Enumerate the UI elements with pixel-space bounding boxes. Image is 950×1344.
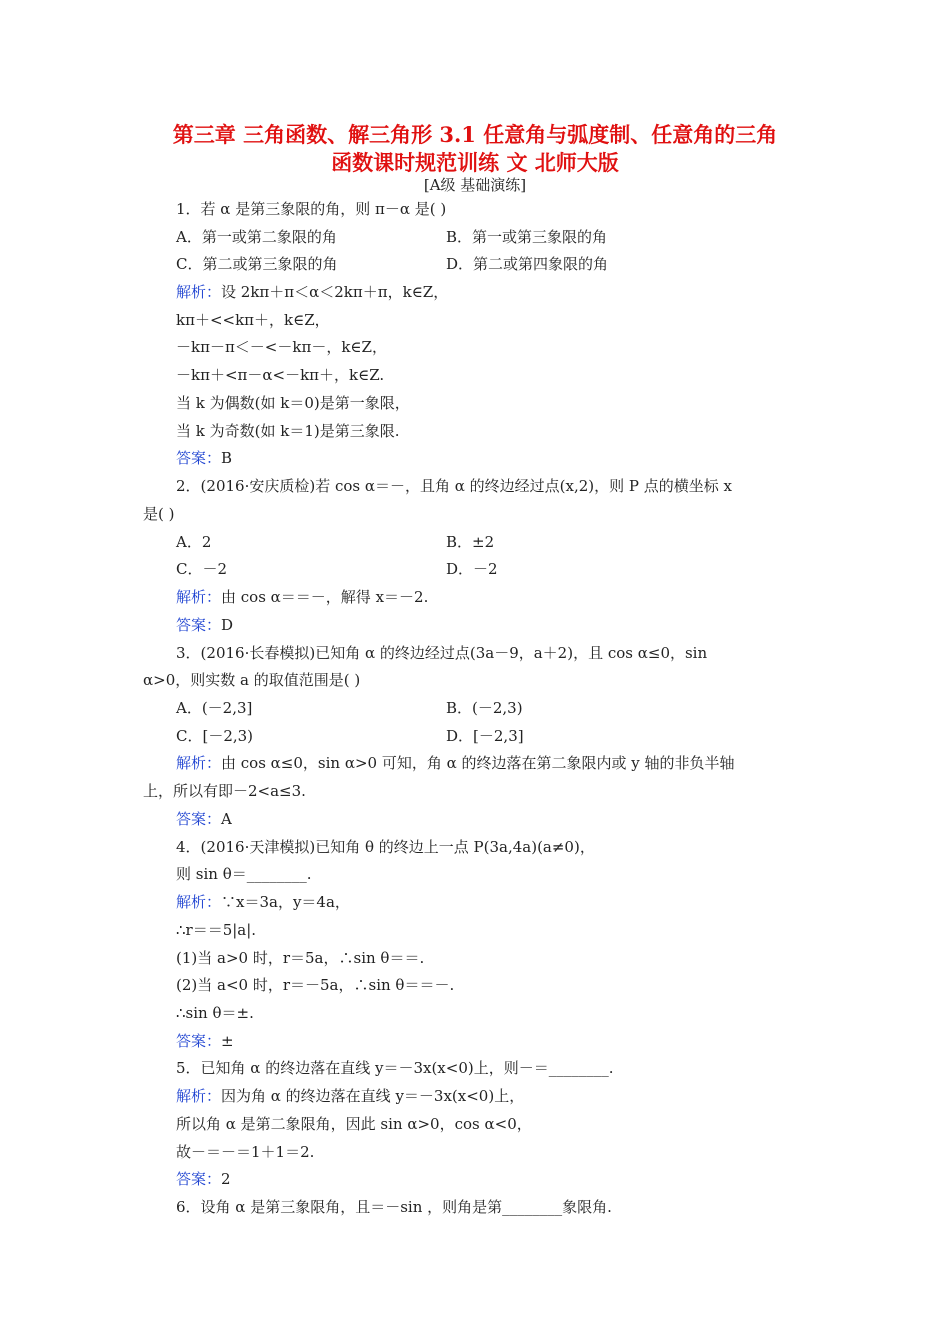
document-title-line2: 函数课时规范训练 文 北师大版 xyxy=(331,150,619,175)
q4-solution-text1: ∵x＝3a，y＝4a， xyxy=(221,893,350,911)
q2-answer-value: D xyxy=(221,616,234,634)
q3-option-a: A．(－2,3] xyxy=(176,699,253,717)
document-title-line1: 第三章 三角函数、解三角形 3.1 任意角与弧度制、任意角的三角 xyxy=(172,122,778,147)
q2-stem-line2: 是( ) xyxy=(143,505,175,523)
q3-stem-line1: 3．(2016·长春模拟)已知角 α 的终边经过点(3a－9，a＋2)，且 cos α≤0，sin xyxy=(176,644,708,662)
q4-stem-line2: 则 sin θ＝________. xyxy=(176,865,312,883)
q1-option-a: A．第一或第二象限的角 xyxy=(176,228,337,246)
q2-stem-line1: 2．(2016·安庆质检)若 cos α＝－，且角 α 的终边经过点(x,2)，则 P 点的横坐标 x xyxy=(176,477,732,495)
q5-solution-line3: 故－＝－＝1＋1＝2. xyxy=(176,1143,315,1161)
answer-label: 答案： xyxy=(176,1170,222,1188)
q3-option-c: C．[－2,3) xyxy=(176,727,254,745)
q4-solution-line5: ∴sin θ＝±. xyxy=(176,1004,254,1022)
q4-answer xyxy=(176,1031,234,1051)
q5-solution-text1: 因为角 α 的终边落在直线 y＝－3x(x<0)上， xyxy=(221,1087,525,1105)
q6-stem: 6．设角 α 是第三象限角，且＝－sin ，则角是第________象限角. xyxy=(176,1198,612,1216)
analysis-label: 解析： xyxy=(176,754,222,772)
answer-label: 答案： xyxy=(176,449,222,467)
level-heading: [A级 基础演练] xyxy=(423,176,527,194)
q1-solution-line1 xyxy=(176,282,448,302)
q2-option-d: D．－2 xyxy=(446,560,498,578)
q1-solution-text1: 设 2kπ＋π＜α＜2kπ＋π，k∈Z， xyxy=(221,283,449,301)
q3-answer xyxy=(176,809,232,829)
analysis-label: 解析： xyxy=(176,893,222,911)
q2-solution-text1: 由 cos α＝＝－，解得 x＝－2. xyxy=(221,588,429,606)
q1-solution-line4: －kπ＋<π－α<－kπ＋，k∈Z. xyxy=(176,366,385,384)
q5-answer-value: 2 xyxy=(221,1170,231,1188)
q1-option-c: C．第二或第三象限的角 xyxy=(176,255,338,273)
q2-answer xyxy=(176,615,233,635)
answer-label: 答案： xyxy=(176,810,222,828)
q5-answer xyxy=(176,1169,231,1189)
q3-solution-text1: 由 cos α≤0，sin α>0 可知，角 α 的终边落在第二象限内或 y 轴的非负半轴 xyxy=(221,754,735,772)
analysis-label: 解析： xyxy=(176,588,222,606)
q1-solution-line6: 当 k 为奇数(如 k＝1)是第三象限. xyxy=(176,422,400,440)
q2-option-b: B．±2 xyxy=(446,533,495,551)
q5-solution-line1 xyxy=(176,1086,524,1106)
q5-stem: 5．已知角 α 的终边落在直线 y＝－3x(x<0)上，则－＝________. xyxy=(176,1059,614,1077)
answer-label: 答案： xyxy=(176,616,222,634)
q1-solution-line2: kπ＋<<kπ＋，k∈Z， xyxy=(176,311,330,329)
q1-answer-value: B xyxy=(221,449,233,467)
q4-solution-line4: (2)当 a<0 时，r＝－5a，∴sin θ＝＝－. xyxy=(176,976,455,994)
q2-solution-line1 xyxy=(176,587,428,607)
q1-solution-line5: 当 k 为偶数(如 k＝0)是第一象限， xyxy=(176,394,410,412)
q4-stem-line1: 4．(2016·天津模拟)已知角 θ 的终边上一点 P(3a,4a)(a≠0)， xyxy=(176,838,595,856)
analysis-label: 解析： xyxy=(176,283,222,301)
q4-answer-value: ± xyxy=(221,1032,234,1050)
q1-option-d: D．第二或第四象限的角 xyxy=(446,255,609,273)
q1-stem: 1．若 α 是第三象限的角，则 π－α 是( ) xyxy=(176,200,447,218)
q2-option-a: A．2 xyxy=(176,533,212,551)
q4-solution-line3: (1)当 a>0 时，r＝5a，∴sin θ＝＝. xyxy=(176,949,425,967)
q1-answer xyxy=(176,448,232,468)
q3-stem-line2: α>0，则实数 a 的取值范围是( ) xyxy=(143,671,361,689)
answer-label: 答案： xyxy=(176,1032,222,1050)
q1-option-b: B．第一或第三象限的角 xyxy=(446,228,608,246)
analysis-label: 解析： xyxy=(176,1087,222,1105)
q2-option-c: C．－2 xyxy=(176,560,228,578)
q3-option-b: B．(－2,3) xyxy=(446,699,523,717)
q4-solution-line2: ∴r＝＝5|a|. xyxy=(176,921,257,939)
q3-solution-line1 xyxy=(176,753,735,773)
q4-solution-line1 xyxy=(176,892,350,912)
q3-answer-value: A xyxy=(221,810,232,828)
q3-solution-line2: 上，所以有即－2<a≤3. xyxy=(143,782,306,800)
q1-solution-line3: －kπ－π＜－<－kπ－，k∈Z， xyxy=(176,338,387,356)
q5-solution-line2: 所以角 α 是第二象限角，因此 sin α>0，cos α<0， xyxy=(176,1115,532,1133)
q3-option-d: D．[－2,3] xyxy=(446,727,524,745)
